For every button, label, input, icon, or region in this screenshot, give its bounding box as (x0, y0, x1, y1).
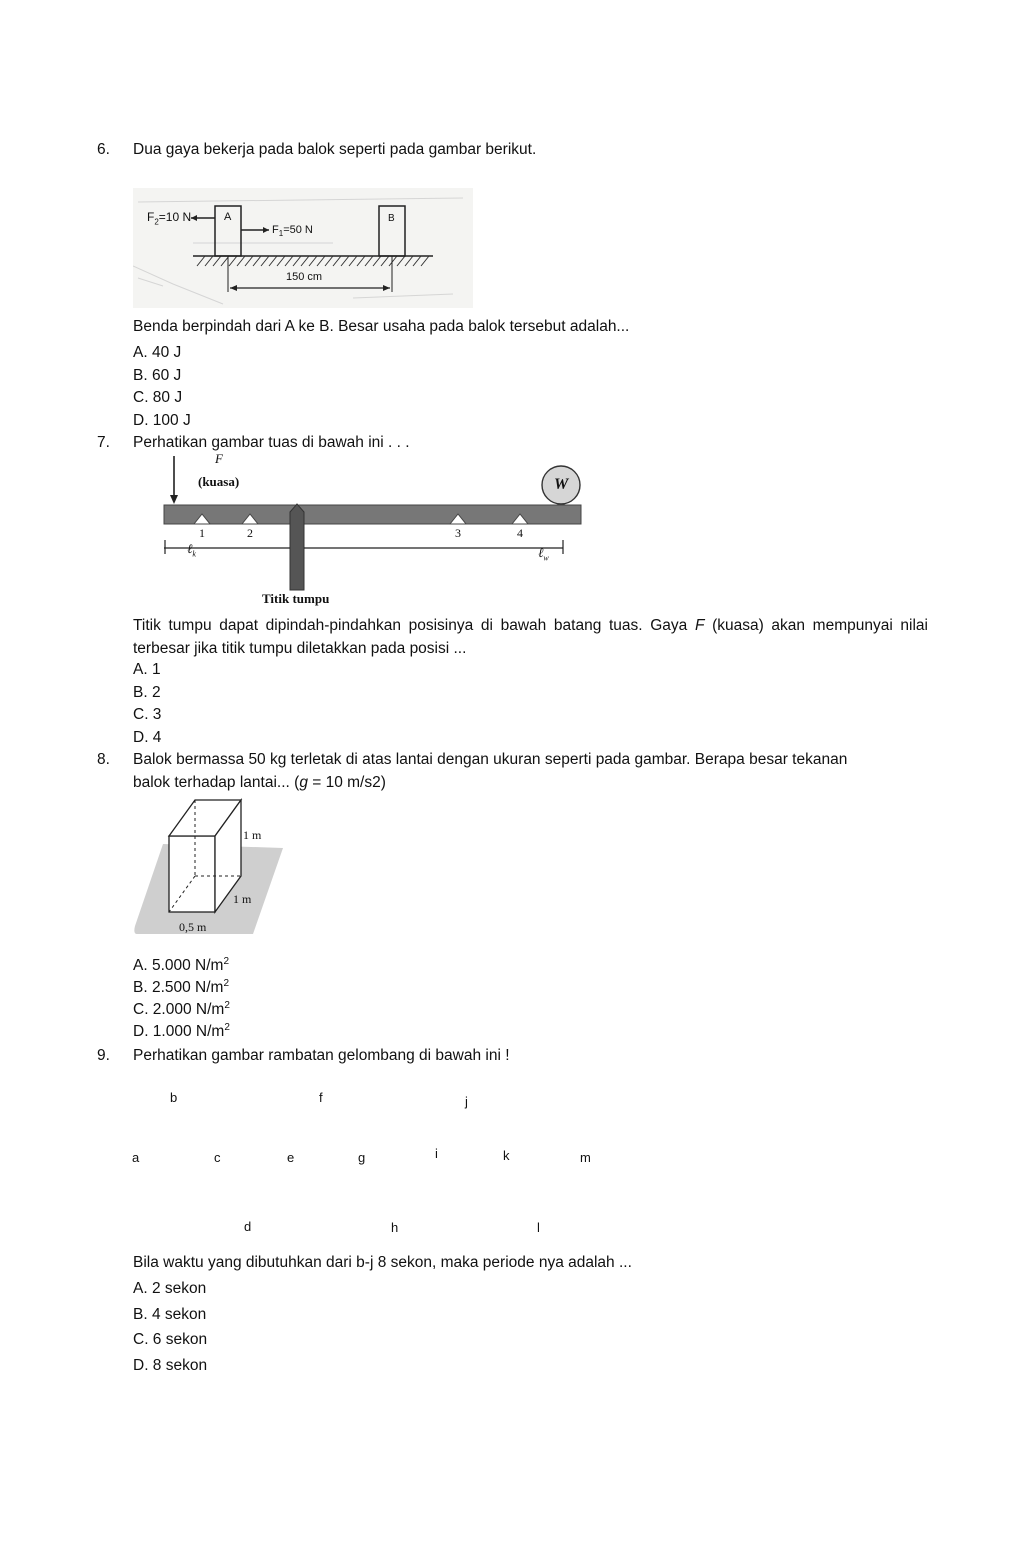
wave-label-h: h (391, 1220, 399, 1235)
wave-label-g: g (358, 1150, 366, 1165)
question-6-option-d[interactable]: D. 100 J (133, 412, 191, 429)
lever-position-4: 4 (517, 526, 523, 540)
question-8-option-b[interactable]: B. 2.500 $N/m^2$ (133, 977, 230, 996)
wave-label-d: d (244, 1219, 252, 1234)
lever-arm-k-label: ℓ$_k$ (187, 541, 196, 559)
lever-force-label: F (215, 451, 223, 466)
question-9-option-b[interactable]: B. 4 sekon (133, 1306, 207, 1323)
question-8-option-d[interactable]: D. 1.000 $N/m^2$ (133, 1021, 230, 1040)
question-9-stem: Perhatikan gambar rambatan gelombang di bawah ini ! (133, 1047, 510, 1064)
question-7-stem: Perhatikan gambar tuas di bawah ini . . . (133, 434, 410, 451)
wave-label-a: a (132, 1150, 140, 1165)
question-8-stem-line2: balok terhadap lantai... (g = 10 m/s2) (133, 774, 386, 791)
box-height-label: 1 m (243, 828, 262, 842)
question-7-option-a[interactable]: A. 1 (133, 661, 161, 678)
wave-label-m: m (580, 1150, 591, 1165)
wave-label-e: e (287, 1150, 295, 1165)
question-8-figure (133, 796, 285, 938)
fulcrum (290, 504, 304, 590)
box-diagram (133, 796, 285, 938)
block-a-label: A (224, 211, 232, 223)
lever-position-1: 1 (199, 526, 205, 540)
question-8-option-a[interactable]: A. 5.000 $N/m^2$ (133, 955, 230, 974)
question-9-option-c[interactable]: C. 6 sekon (133, 1331, 208, 1348)
question-6-figure (133, 188, 473, 308)
question-7-figure (160, 452, 585, 610)
wave-label-f: f (319, 1090, 323, 1105)
question-6-option-b[interactable]: B. 60 J (133, 367, 182, 384)
question-8-number: 8. (97, 751, 110, 768)
box-depth-label: 1 m (233, 892, 252, 906)
force-f2-label: $F_2=10$ N (147, 210, 192, 227)
wave-label-b: b (170, 1090, 178, 1105)
wave-label-i: i (435, 1146, 438, 1161)
block-forces-diagram (133, 188, 473, 308)
wave-label-c: c (214, 1150, 221, 1165)
lever-kuasa-label: (kuasa) (198, 474, 240, 489)
question-7-option-c[interactable]: C. 3 (133, 706, 162, 723)
question-7-option-d[interactable]: D. 4 (133, 729, 162, 746)
distance-label: 150 cm (286, 271, 323, 283)
question-9-number: 9. (97, 1047, 110, 1064)
question-7-option-b[interactable]: B. 2 (133, 684, 161, 701)
question-9-follow: Bila waktu yang dibutuhkan dari b-j 8 sekon, maka periode nya adalah ... (133, 1254, 632, 1271)
question-9-option-d[interactable]: D. 8 sekon (133, 1357, 208, 1374)
question-9-option-a[interactable]: A. 2 sekon (133, 1280, 207, 1297)
question-6-follow: Benda berpindah dari A ke B. Besar usaha pada balok tersebut adalah... (133, 318, 630, 335)
force-f1-label: $F_1=50$ N (272, 224, 313, 239)
box-width-label: 0,5 m (179, 920, 207, 934)
lever-position-3: 3 (455, 526, 461, 540)
wave-label-j: j (465, 1094, 468, 1109)
block-b-label: B (388, 213, 395, 224)
question-6-number: 6. (97, 141, 110, 158)
lever-weight-label: W (554, 476, 569, 493)
question-7-number: 7. (97, 434, 110, 451)
question-8-stem-line1: Balok bermassa 50 kg terletak di atas lantai dengan ukuran seperti pada gambar. Berapa besar tekanan (133, 751, 848, 768)
question-8-option-c[interactable]: C. 2.000 $N/m^2$ (133, 999, 230, 1018)
wave-label-l: l (537, 1220, 540, 1235)
question-6-stem: Dua gaya bekerja pada balok seperti pada gambar berikut. (133, 141, 537, 158)
lever-arm-w-label: ℓ$_w$ (538, 545, 549, 563)
question-6-option-a[interactable]: A. 40 J (133, 344, 182, 361)
question-6-option-c[interactable]: C. 80 J (133, 389, 183, 406)
question-7-follow: Titik tumpu dapat dipindah-pindahkan posisinya di bawah batang tuas. Gaya F (kuasa) akan mempunyai nilai terbesar jika titik tumpu diletakkan pada posisi ... (133, 617, 928, 657)
lever-position-2: 2 (247, 526, 253, 540)
wave-label-k: k (503, 1148, 510, 1163)
fulcrum-label: Titik tumpu (262, 591, 330, 606)
